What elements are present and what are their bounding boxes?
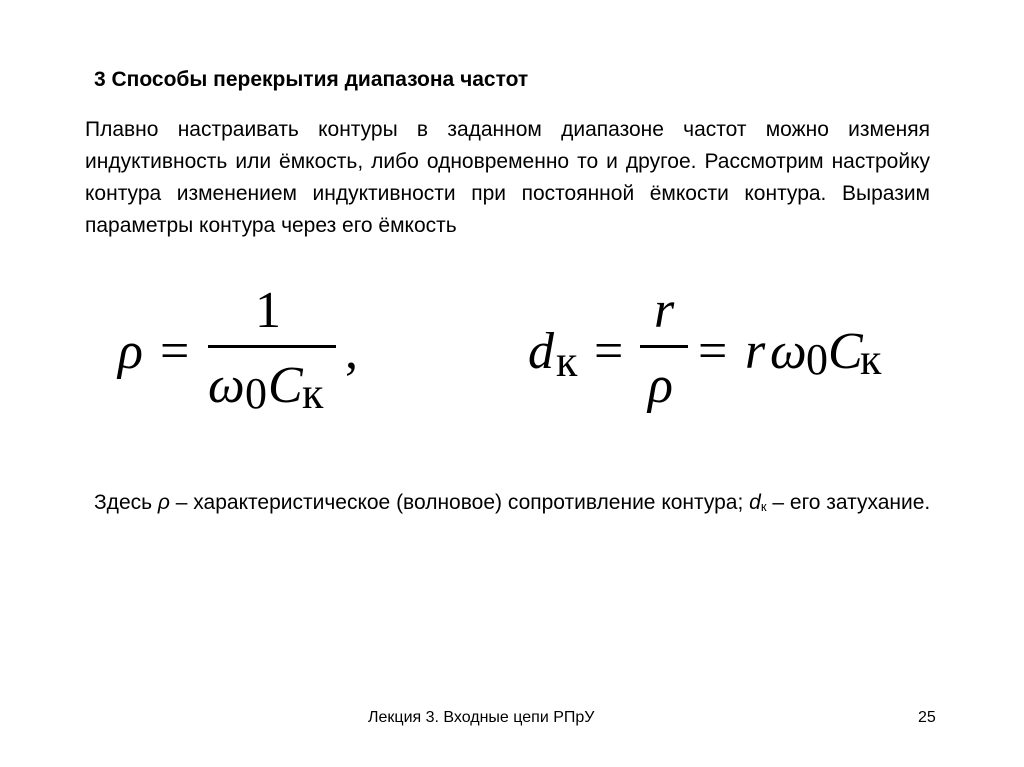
omega-symbol: ω: [208, 357, 245, 414]
equals-sign-1: =: [594, 323, 624, 380]
explain-text-1: Здесь: [94, 491, 158, 514]
page-number: 25: [918, 709, 936, 726]
numerator-one: 1: [255, 282, 281, 339]
explain-rho: ρ: [157, 491, 170, 514]
equals-sign: =: [160, 323, 190, 380]
comma: ,: [345, 323, 358, 380]
equals-sign-2: =: [698, 323, 728, 380]
omega-subscript-zero-2: 0: [806, 335, 828, 384]
explanation-paragraph: [94, 486, 940, 523]
intro-paragraph: Плавно настраивать контуры в заданном диапазоне частот можно изменяя индуктивность или ёмкость, либо одновременно то и другое. Рассмотрим настройку контура изменением индуктивности при постоянной ёмкости контура. Выразим параметры контура через его ёмкость: [85, 118, 930, 237]
explain-text-3: – его затухание.: [766, 491, 931, 514]
capacitance-subscript-k: к: [302, 369, 324, 418]
omega-subscript-zero: 0: [245, 369, 267, 418]
capacitance-subscript-k-2: к: [860, 335, 882, 384]
denominator-rho: ρ: [648, 357, 673, 414]
r-symbol: r: [745, 323, 766, 380]
explain-d-subscript: к: [760, 499, 767, 514]
capacitance-symbol: C: [268, 357, 303, 414]
explain-text-2: – характеристическое (волновое) сопротивление контура;: [169, 491, 750, 514]
rho-symbol: ρ: [118, 323, 143, 380]
d-subscript-k: к: [556, 337, 578, 386]
fraction-bar-2: [640, 345, 688, 348]
footer-title: Лекция 3. Входные цепи РПрУ: [368, 709, 595, 726]
capacitance-symbol-2: C: [828, 323, 863, 380]
explain-d: d: [749, 491, 761, 514]
numerator-r: r: [654, 282, 675, 339]
d-symbol: d: [528, 323, 554, 380]
slide-heading: 3 Способы перекрытия диапазона частот: [94, 68, 529, 91]
omega-symbol-2: ω: [770, 323, 807, 380]
